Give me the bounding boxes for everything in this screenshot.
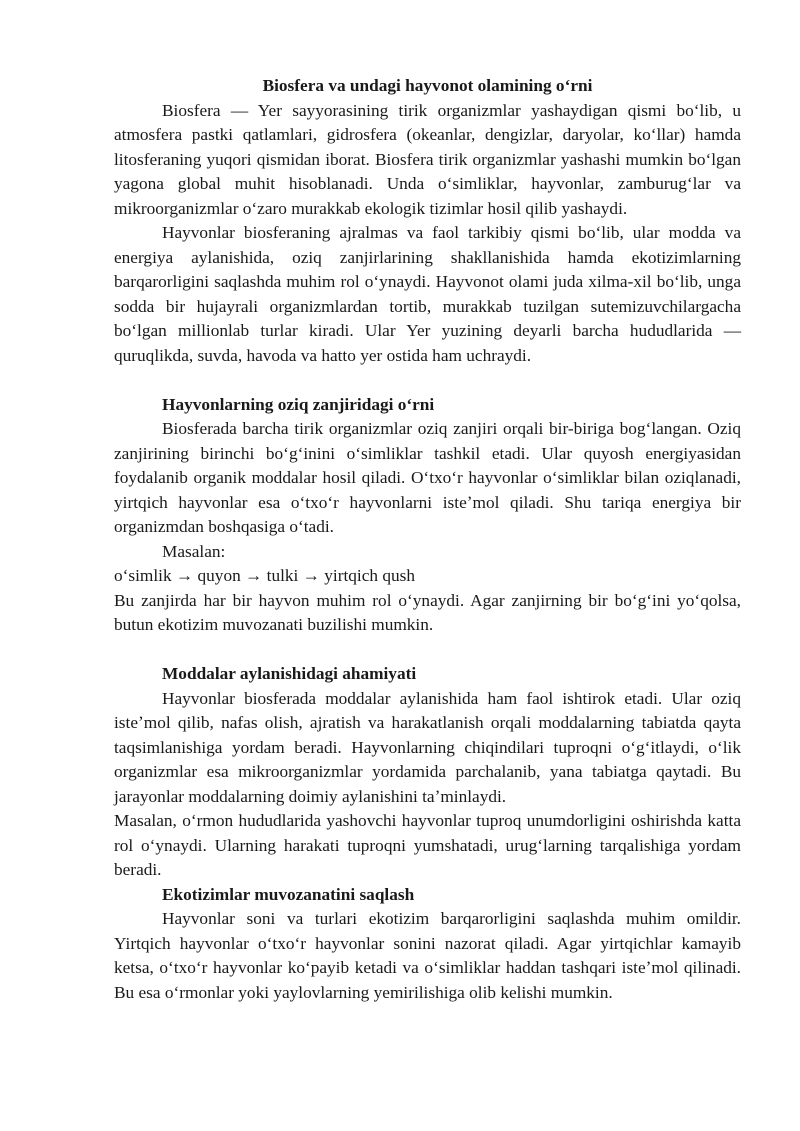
spacer (114, 368, 741, 393)
section-heading: Moddalar aylanishidagi ahamiyati (162, 664, 417, 683)
paragraph: Hayvonlar biosferaning ajralmas va faol tarkibiy qismi boʻlib, ular modda va energiya aylanishida, oziq zanjirlarining shakllanishida hamda ekotizimlarning barqarorligini saqlashda muhim rol oʻynaydi. Hayvonot olami juda xilma-xil boʻlib, unga sodda bir hujayrali organizmlardan tortib, murakkab tuzilgan sutemizuvchilargacha boʻlgan millionlab turlar kiradi. Ular Yer yuzining deyarli barcha hududlarida — quruqlikda, suvda, havoda va hatto yer ostida ham uchraydi. (114, 223, 741, 365)
section-heading: Hayvonlarning oziq zanjiridagi oʻrni (162, 394, 435, 414)
example-label: Masalan: (162, 541, 226, 561)
paragraph: Hayvonlar biosferada moddalar aylanishida ham faol ishtirok etadi. Ular oziq isteʼmol qilib, nafas olish, ajratish va harakatlanish orqali moddalarning tabiatda qayta taqsimlanishiga yordam beradi. Hayvonlarning chiqindilari tuproqni oʻgʻitlaydi, oʻlik organizmlar esa mikroorganizmlar yordamida parchalanib, yana tabiatga qaytadi. Bu jarayonlar moddalarning doimiy aylanishini taʼminlaydi. (114, 688, 741, 806)
paragraph: Bu zanjirda har bir hayvon muhim rol oʻynaydi. Agar zanjirning bir boʻgʻini yoʻqolsa, butun ekotizim muvozanati buzilishi mumkin. (114, 590, 741, 634)
paragraph: Biosferada barcha tirik organizmlar oziq zanjiri orqali bir-biriga bogʻlangan. Oziq zanjirining birinchi boʻgʻinini oʻsimliklar tashkil etadi. Ular quyosh energiyasidan foydalanib organik moddalar hosil qiladi. Oʻtxoʻr hayvonlar oʻsimliklar bilan oziqlanadi, yirtqich hayvonlar esa oʻtxoʻr hayvonlarni isteʼmol qiladi. Shu tariqa energiya bir organizmdan boshqasiga oʻtadi. (114, 419, 741, 536)
paragraph: Biosfera — Yer sayyorasining tirik organizmlar yashaydigan qismi boʻlib, u atmosfera pastki qatlamlari, gidrosfera (okeanlar, dengizlar, daryolar, koʻllar) hamda litosferaning yuqori qismidan iborat. Biosfera tirik organizmlar yashashi mumkin boʻlgan yagona global muhit hisoblanadi. Unda oʻsimliklar, hayvonlar, zamburugʻlar va mikroorganizmlar oʻzaro murakkab ekologik tizimlar hosil qilib yashaydi. (114, 100, 741, 218)
document-page (114, 74, 741, 1005)
spacer (114, 638, 741, 663)
paragraph: Hayvonlar soni va turlari ekotizim barqarorligini saqlashda muhim omildir. Yirtqich hayvonlar oʻtxoʻr hayvonlar sonini nazorat qiladi. Agar yirtqichlar kamayib ketsa, oʻtxoʻr hayvonlar koʻpayib ketadi va oʻsimliklar haddan tashqari isteʼmol qilinadi. Bu esa oʻrmonlar yoki yaylovlarning yemirilishiga olib kelishi mumkin. (114, 909, 741, 1002)
paragraph: Masalan, oʻrmon hududlarida yashovchi hayvonlar tuproq unumdorligini oshirishda katta rol oʻynaydi. Ularning harakati tuproqni yumshatadi, urugʻlarning tarqalishiga yordam beradi. (114, 811, 741, 879)
document-title: Biosfera va undagi hayvonot olamining oʻrni (262, 76, 593, 95)
food-chain-line: oʻsimlik → quyon → tulki → yirtqich qush (114, 566, 415, 585)
section-heading: Ekotizimlar muvozanatini saqlash (162, 884, 415, 904)
